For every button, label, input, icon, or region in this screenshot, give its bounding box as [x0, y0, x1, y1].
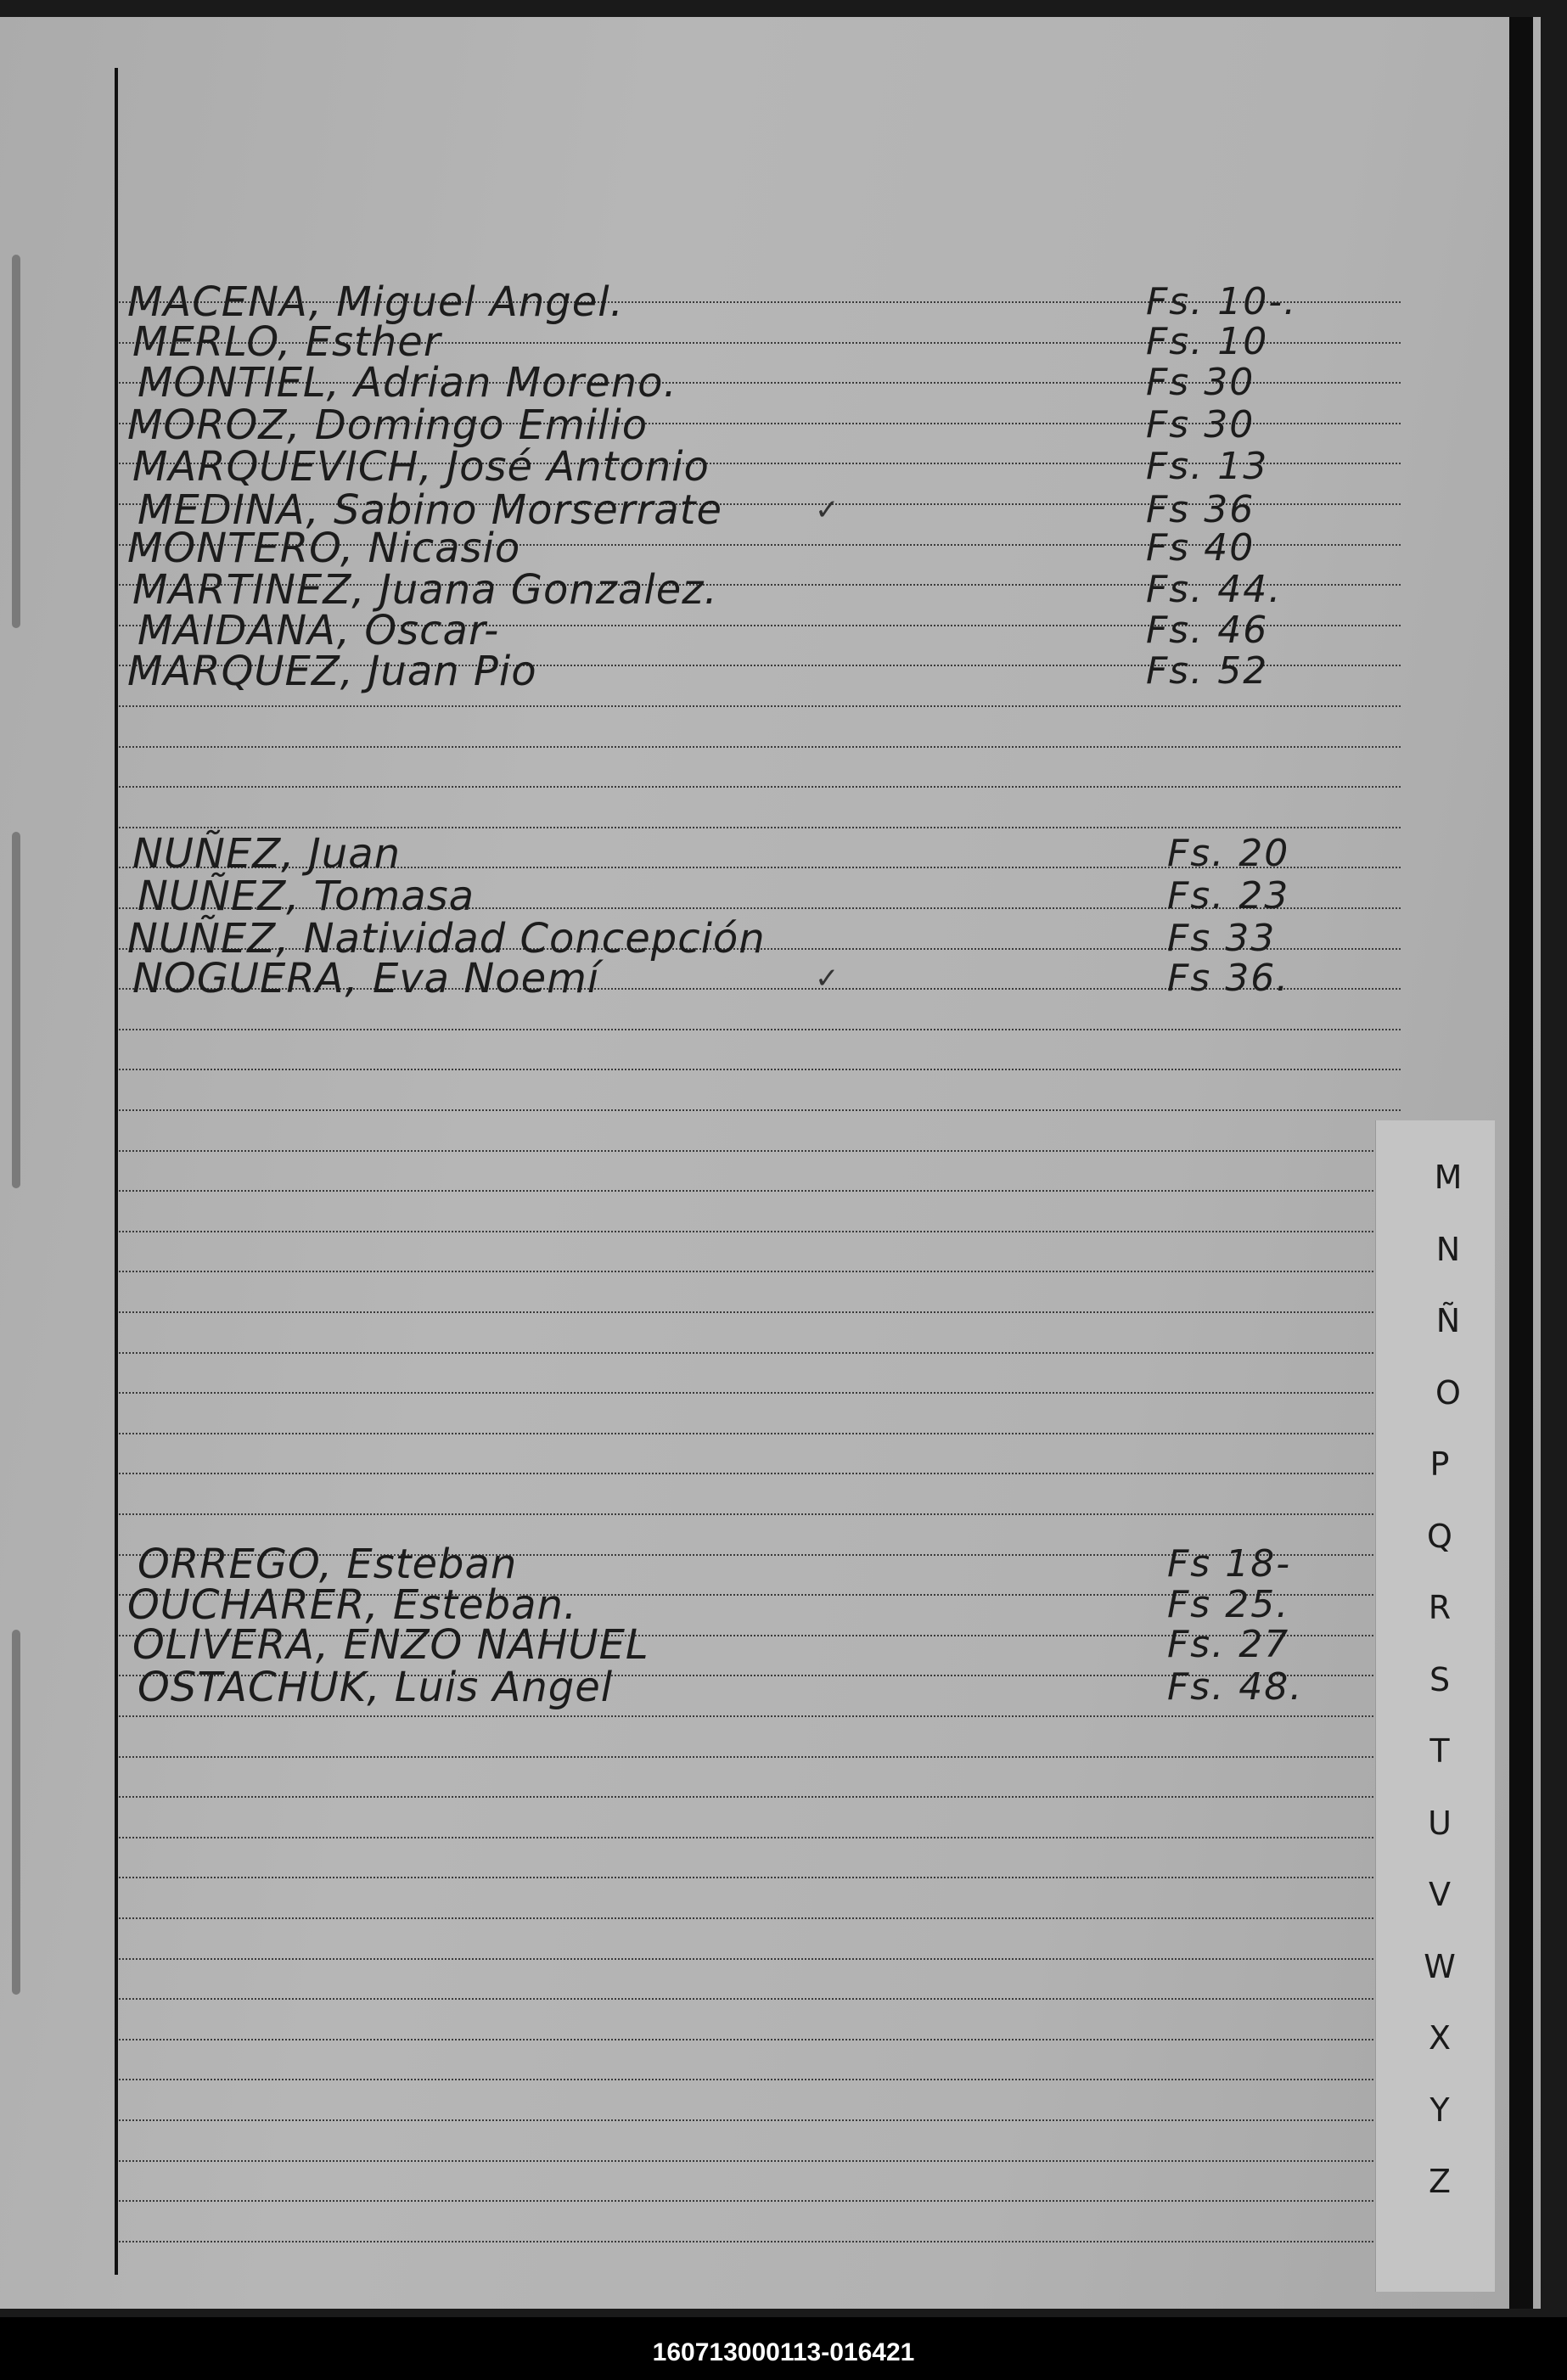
entry-name: MARQUEZ, Juan Pio [127, 648, 537, 695]
check-mark: ✓ [815, 493, 840, 527]
entry-name: NUÑEZ, Juan [132, 830, 402, 878]
entry-name: NOGUERA, Eva Noemí [132, 955, 600, 1002]
entry-name: MONTIEL, Adrian Moreno. [138, 359, 677, 407]
ruled-line [119, 1150, 1401, 1152]
entry-folio: Fs. 13 [1146, 445, 1269, 488]
entry-name: ORREGO, Esteban [138, 1541, 518, 1588]
tab-letter: Ñ [1435, 1302, 1461, 1339]
tab-letter: R [1428, 1589, 1452, 1626]
tab-letter: Y [1429, 2091, 1450, 2129]
ruled-line [119, 1877, 1401, 1878]
tab-letter: Q [1427, 1517, 1452, 1555]
entry-name: NUÑEZ, Tomasa [138, 873, 475, 920]
entry-folio: Fs. 27 [1167, 1623, 1290, 1666]
ruled-line [119, 1917, 1401, 1919]
entry-folio: Fs 40 [1146, 526, 1255, 570]
ruled-line [119, 1513, 1401, 1515]
ruled-line [119, 1715, 1401, 1717]
ruled-line [119, 1029, 1401, 1030]
ruled-line [119, 1473, 1401, 1474]
entry-folio: Fs 25. [1167, 1583, 1290, 1626]
cover-edge [1509, 17, 1533, 2309]
entry-name: MACENA, Miguel Angel. [127, 278, 624, 326]
entry-folio: Fs 36. [1167, 957, 1290, 1000]
ruled-line [119, 1109, 1401, 1111]
tab-letter: T [1429, 1732, 1450, 1770]
ruled-line [119, 1231, 1401, 1232]
tab-letter: S [1429, 1660, 1451, 1698]
binding-staple [12, 832, 20, 1188]
ruled-line [119, 2119, 1401, 2121]
binding-staple [12, 255, 20, 628]
ruled-line [119, 2200, 1401, 2202]
ruled-line [119, 746, 1401, 748]
entry-name: MOROZ, Domingo Emilio [127, 401, 649, 449]
entry-folio: Fs. 10 [1146, 320, 1269, 363]
ruled-line [119, 1311, 1401, 1313]
ruled-line [119, 2160, 1401, 2162]
entry-folio: Fs. 10-. [1146, 280, 1298, 323]
check-mark: ✓ [815, 962, 840, 996]
ruled-line [119, 2241, 1401, 2242]
entry-name: OLIVERA, ENZO NAHUEL [132, 1621, 649, 1669]
binding-staple [12, 1630, 20, 1995]
entry-folio: Fs. 20 [1167, 832, 1290, 875]
entry-folio: Fs 33 [1167, 917, 1277, 960]
tab-letter: M [1434, 1159, 1463, 1196]
tab-letter: X [1428, 2019, 1452, 2057]
entry-name: OSTACHUK, Luis Angel [138, 1664, 614, 1711]
ruled-line [119, 1069, 1401, 1070]
entry-folio: Fs. 46 [1146, 609, 1269, 652]
ruled-line [119, 1837, 1401, 1838]
tab-letter: P [1429, 1445, 1450, 1483]
ruled-line [119, 1190, 1401, 1192]
ruled-line [119, 1998, 1401, 2000]
entry-name: MERLO, Esther [132, 318, 441, 366]
ledger-page [0, 17, 1541, 2309]
ruled-line [119, 786, 1401, 788]
entry-folio: Fs. 48. [1167, 1665, 1304, 1709]
entry-folio: Fs. 44. [1146, 568, 1283, 611]
ruled-line [119, 1352, 1401, 1354]
entry-folio: Fs 30 [1146, 403, 1255, 446]
entry-name: MONTERO, Nicasio [127, 525, 521, 572]
entry-folio: Fs 30 [1146, 361, 1255, 404]
entry-name: MEDINA, Sabino Morserrate [138, 486, 723, 534]
entry-name: MARTINEZ, Juana Gonzalez. [132, 566, 718, 614]
alphabet-index-tab [1375, 1120, 1495, 2292]
tab-letter: O [1435, 1373, 1461, 1412]
entry-folio: Fs. 23 [1167, 874, 1290, 918]
entry-folio: Fs 36 [1146, 488, 1255, 531]
ruled-line [119, 1271, 1401, 1272]
ruled-line [119, 1433, 1401, 1434]
margin-line [115, 68, 118, 2275]
entry-name: NUÑEZ, Natividad Concepción [127, 915, 766, 963]
ruled-line [119, 2079, 1401, 2080]
tab-letter: Z [1428, 2163, 1452, 2200]
entry-name: MAIDANA, Oscar- [138, 607, 500, 654]
ruled-line [119, 827, 1401, 828]
entry-name: MARQUEVICH, José Antonio [132, 443, 710, 491]
tab-letter: U [1428, 1804, 1452, 1842]
tab-letter: W [1424, 1947, 1456, 1985]
ruled-line [119, 1756, 1401, 1758]
ruled-line [119, 705, 1401, 707]
entry-folio: Fs 18- [1167, 1542, 1292, 1586]
tab-letter: V [1429, 1876, 1451, 1913]
image-id-caption: 160713000113-016421 [652, 2338, 915, 2366]
ruled-line [119, 1958, 1401, 1960]
entry-folio: Fs. 52 [1146, 649, 1269, 693]
entry-name: OUCHARER, Esteban. [127, 1581, 578, 1629]
ruled-line [119, 1392, 1401, 1394]
ruled-line [119, 2039, 1401, 2040]
ruled-line [119, 1796, 1401, 1798]
tab-letter: N [1435, 1230, 1461, 1268]
